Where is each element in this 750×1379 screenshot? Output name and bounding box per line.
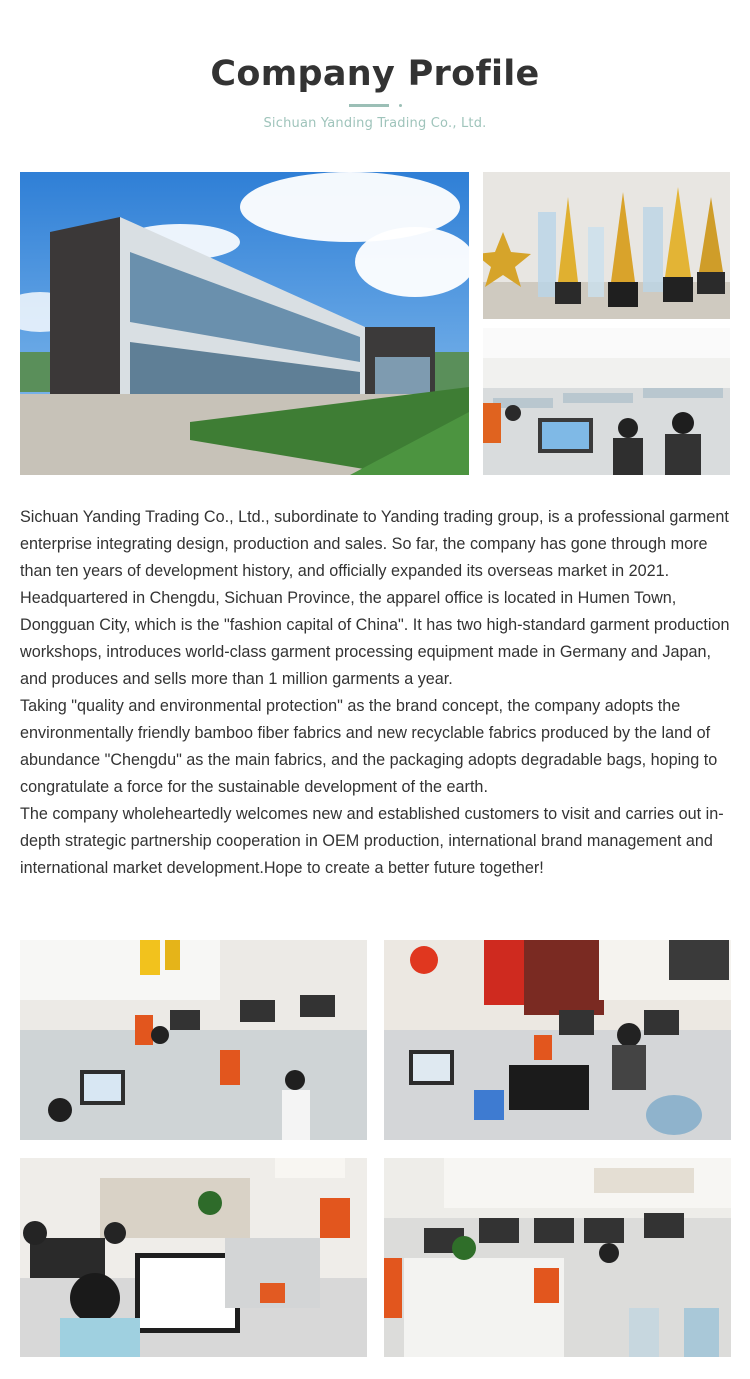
page-title: Company Profile xyxy=(210,54,540,94)
paragraph: Sichuan Yanding Trading Co., Ltd., subordinate to Yanding trading group, is a professional garment enterprise integrating design, production and sales. So far, the company has gone through more than ten years of development history, and officially expanded its overseas market in 2021. xyxy=(20,508,729,580)
paragraph: Taking "quality and environmental protection" as the brand concept, the company adopts the environmentally friendly bamboo fiber fabrics and new recyclable fabrics produced by the land of abundance "Chengdu" as the main fabrics, and the packaging adopts degradable bags, hoping to congratulate a force for the sustainable development of the earth. xyxy=(20,697,718,796)
office-building-photo xyxy=(20,172,469,475)
title-underline-dot xyxy=(399,104,402,107)
office-photo-1 xyxy=(20,940,367,1140)
trophies-photo xyxy=(483,172,730,319)
paragraph: The company wholeheartedly welcomes new and established customers to visit and carries out in-depth strategic partnership cooperation in OEM production, international brand management and international market development.Hope to create a better future together! xyxy=(20,805,724,877)
office-photo-2 xyxy=(384,940,731,1140)
office-photo-4 xyxy=(384,1158,731,1357)
title-underline xyxy=(349,104,389,107)
paragraph: Headquartered in Chengdu, Sichuan Province, the apparel office is located in Humen Town, Dongguan City, which is the "fashion capital of China". It has two high-standard garment production workshops, introduces world-class garment processing equipment made in Germany and Japan, and produces and sells more than 1 million garments a year. xyxy=(20,589,730,688)
company-description xyxy=(20,504,732,882)
office-photo-3 xyxy=(20,1158,367,1357)
company-subtitle: Sichuan Yanding Trading Co., Ltd. xyxy=(263,116,487,131)
office-workstations-photo xyxy=(483,328,730,475)
